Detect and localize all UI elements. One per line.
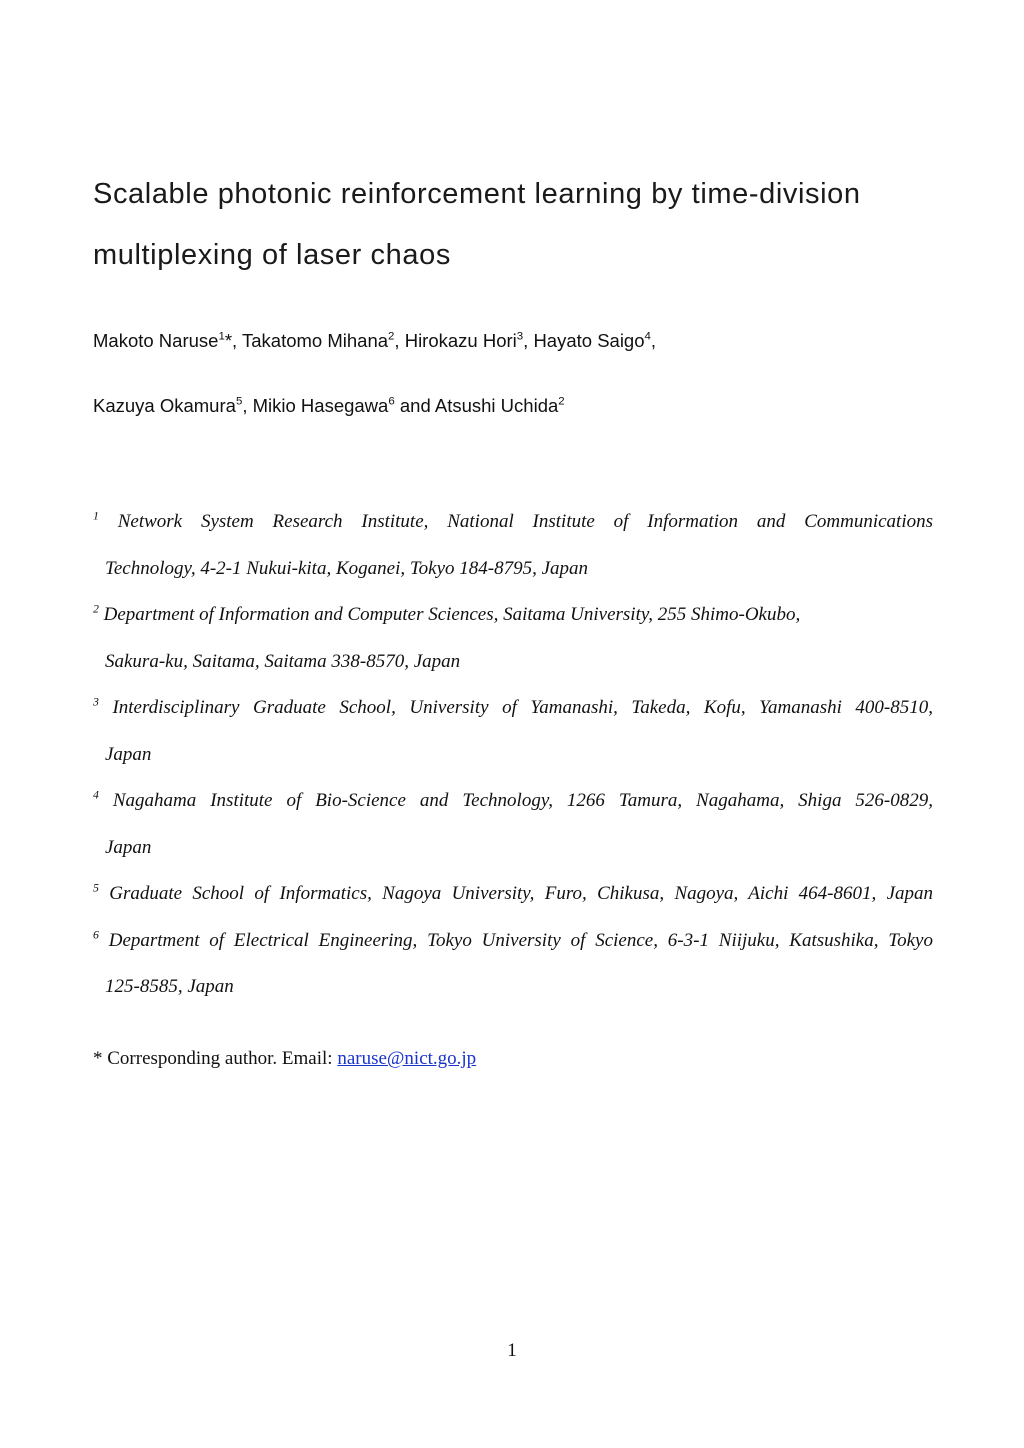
author-line-2 (93, 388, 953, 424)
author-name: Kazuya Okamura (93, 395, 236, 416)
affiliation-item (93, 499, 933, 592)
affiliation-number: 5 (93, 881, 99, 895)
author-name: Atsushi Uchida (434, 395, 559, 416)
title-line-1: Scalable photonic reinforcement learning by time-division (93, 178, 861, 210)
author-affiliation-mark: 2 (388, 330, 395, 343)
affiliation-item (93, 592, 933, 685)
corresponding-author-note (93, 1041, 476, 1077)
affiliation-line (93, 499, 933, 546)
affiliation-line (93, 871, 933, 918)
author-name: Hayato Saigo (533, 330, 645, 351)
author-name: Hirokazu Hori (404, 330, 517, 351)
author-affiliation-mark: 6 (388, 395, 395, 408)
author-line-1 (93, 323, 953, 359)
affiliation-item (93, 918, 933, 1011)
author-separator: *, (224, 330, 242, 351)
author-name: Mikio Hasegawa (252, 395, 389, 416)
author-affiliation-mark: 1 (218, 330, 225, 343)
author-separator: , (523, 330, 534, 351)
affiliation-text: Graduate School of Informatics, Nagoya University, Furo, Chikusa, Nagoya, Aichi 464-8601, Japan (109, 883, 934, 904)
author-affiliation-mark: 3 (516, 330, 524, 343)
corresponding-label: * Corresponding author. Email: (93, 1048, 338, 1069)
author-affiliation-mark: 4 (644, 330, 651, 343)
affiliation-line (93, 685, 933, 732)
affiliation-line (93, 778, 933, 825)
author-name: Takatomo Mihana (242, 330, 389, 351)
affiliation-line: Japan (105, 836, 152, 858)
author-separator: , (394, 330, 405, 351)
affiliation-number: 6 (93, 927, 99, 941)
affiliation-number: 4 (93, 788, 99, 802)
paper-title (93, 164, 953, 286)
affiliation-number: 1 (93, 509, 99, 523)
author-separator: , (242, 395, 253, 416)
affiliation-number: 3 (93, 695, 99, 709)
affiliation-item (93, 685, 933, 778)
affiliation-text: Department of Electrical Engineering, Tokyo University of Science, 6-3-1 Niijuku, Katsushika, Tokyo (108, 929, 933, 951)
author-separator: , (650, 330, 657, 351)
affiliation-text: Interdisciplinary Graduate School, University of Yamanashi, Takeda, Kofu, Yamanashi 400-8510, (112, 697, 934, 718)
affiliation-item (93, 778, 933, 871)
affiliation-line (93, 918, 933, 965)
affiliation-text: Department of Information and Computer Sciences, Saitama University, 255 Shimo-Okubo, (103, 604, 801, 625)
author-name: Makoto Naruse (93, 330, 219, 351)
author-separator: and (394, 395, 435, 416)
affiliation-item (93, 871, 933, 918)
email-link[interactable]: naruse@nict.go.jp (337, 1048, 477, 1069)
affiliation-line: Technology, 4-2-1 Nukui-kita, Koganei, Tokyo 184-8795, Japan (105, 557, 589, 579)
page-number: 1 (507, 1340, 517, 1361)
author-list (93, 323, 953, 453)
title-line-2: multiplexing of laser chaos (93, 239, 451, 271)
author-affiliation-mark: 2 (558, 395, 565, 408)
affiliation-line: Sakura-ku, Saitama, Saitama 338-8570, Japan (105, 650, 461, 672)
affiliation-number: 2 (93, 602, 99, 616)
affiliation-line (93, 592, 933, 639)
author-affiliation-mark: 5 (235, 395, 243, 408)
affiliation-line: Japan (105, 743, 152, 765)
affiliation-text: Network System Research Institute, National Institute of Information and Communications (117, 511, 933, 532)
affiliation-text: Nagahama Institute of Bio-Science and Technology, 1266 Tamura, Nagahama, Shiga 526-0829, (112, 790, 933, 811)
affiliation-line: 125-8585, Japan (105, 976, 234, 997)
affiliation-list (93, 499, 933, 1011)
